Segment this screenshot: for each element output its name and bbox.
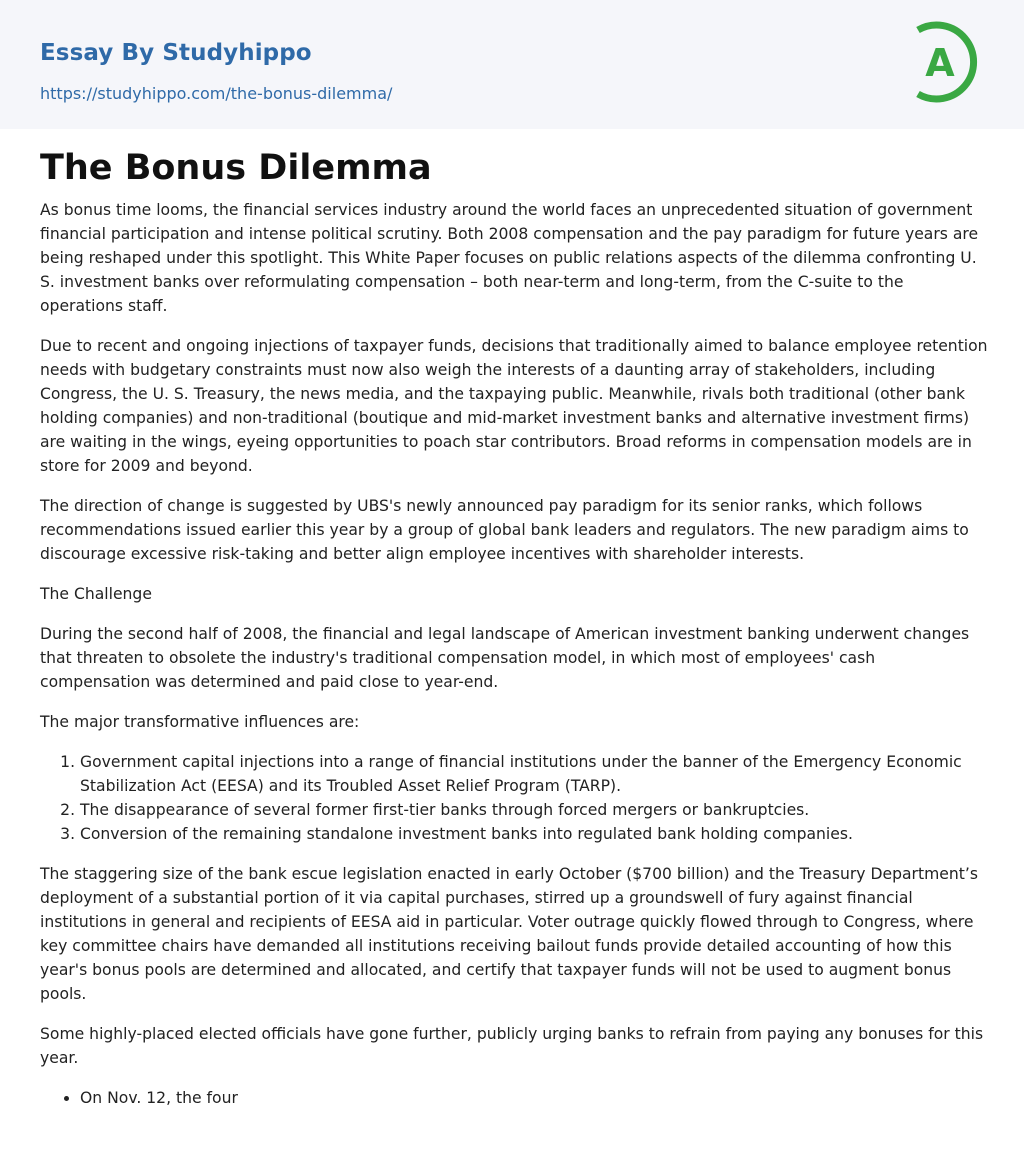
list-item: 3. Conversion of the remaining standalone investment banks into regulated bank holding companies. <box>80 822 988 846</box>
logo-letter: A <box>925 41 955 85</box>
list-item: 1. Government capital injections into a range of financial institutions under the banner of the Emergency Economic Stabilization Act (EESA) and its Troubled Asset Relief Program (TARP). <box>80 750 988 798</box>
source-url-link[interactable]: https://studyhippo.com/the-bonus-dilemma/ <box>40 84 393 103</box>
list-item: 2. The disappearance of several former first-tier banks through forced mergers or bankruptcies. <box>80 798 988 822</box>
paragraph-officials: Some highly-placed elected officials have gone further, publicly urging banks to refrain from paying any bonuses for this year. <box>40 1025 984 1067</box>
paragraph-direction: The direction of change is suggested by UBS's newly announced pay paradigm for its senior ranks, which follows recommendations issued earlier this year by a group of global bank leaders and regulators. The new paradigm aims to discourage excessive risk-taking and better align employee incentives with shareholder interests. <box>40 497 969 563</box>
section-heading-challenge: The Challenge <box>40 585 152 603</box>
bullet-list <box>40 1086 988 1110</box>
paragraph-stakeholders: Due to recent and ongoing injections of taxpayer funds, decisions that traditionally aimed to balance employee retention needs with budgetary constraints must now also weigh the interests of a daunting array of stakeholders, including Congress, the U. S. Treasury, the news media, and the taxpaying public. Meanwhile, rivals both traditional (other bank holding companies) and non-traditional (boutique and mid-market investment banks and alternative investment firms) are waiting in the wings, eyeing opportunities to poach star contributors. Broad reforms in compensation models are in store for 2009 and beyond. <box>40 337 988 475</box>
paragraph-influences-intro: The major transformative influences are: <box>40 713 360 731</box>
article <box>40 146 988 1126</box>
page-title: The Bonus Dilemma <box>40 148 432 188</box>
paragraph-intro: As bonus time looms, the financial services industry around the world faces an unprecedented situation of government financial participation and intense political scrutiny. Both 2008 compensation and the pay paradigm for future years are being reshaped under this spotlight. This White Paper focuses on public relations aspects of the dilemma confronting U. S. investment banks over reformulating compensation – both near-term and long-term, from the C-suite to the operations staff. <box>40 201 979 315</box>
paragraph-bailout: The staggering size of the bank escue legislation enacted in early October ($700 billion) and the Treasury Department’s deployment of a substantial portion of it via capital purchases, stirred up a groundswell of fury against financial institutions in general and recipients of EESA aid in particular. Voter outrage quickly flowed through to Congress, where key committee chairs have demanded all institutions receiving bailout funds provide detailed accounting of how this year's bonus pools are determined and allocated, and certify that taxpayer funds will not be used to augment bonus pools. <box>40 865 978 1003</box>
brand-title: Essay By Studyhippo <box>40 40 312 66</box>
studyhippo-logo-icon <box>912 18 988 106</box>
page-header <box>0 0 1024 129</box>
paragraph-landscape: During the second half of 2008, the financial and legal landscape of American investment banking underwent changes that threaten to obsolete the industry's traditional compensation model, in which most of employees' cash compensation was determined and paid close to year-end. <box>40 625 970 691</box>
list-item: • On Nov. 12, the four <box>80 1086 988 1110</box>
influences-list <box>40 750 988 846</box>
